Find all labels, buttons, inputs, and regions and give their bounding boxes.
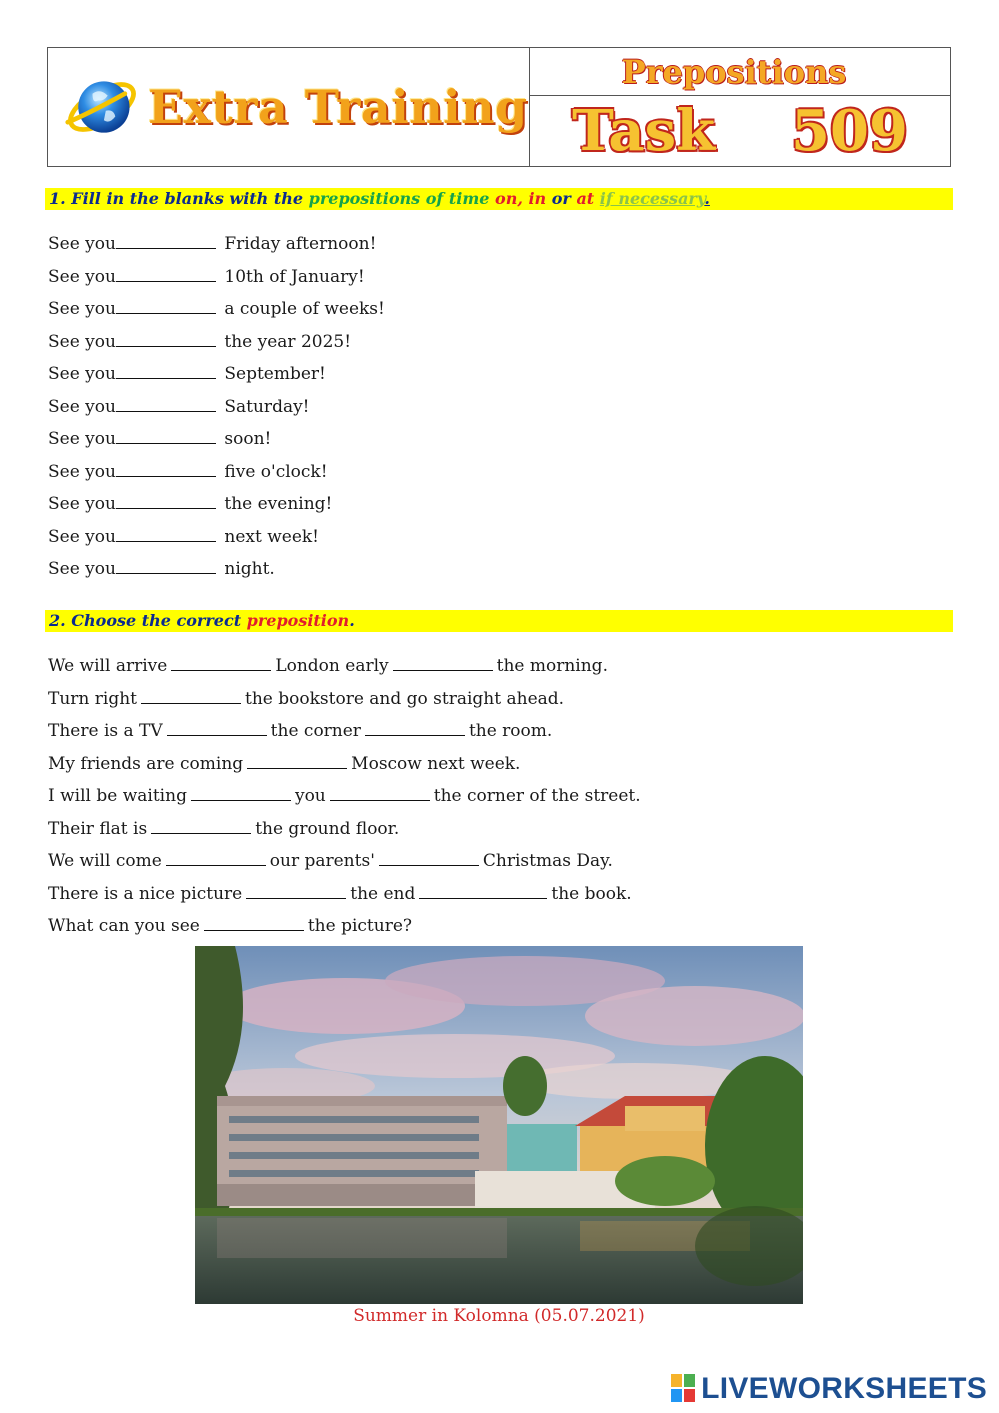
answer-blank[interactable] (116, 425, 216, 444)
task1-item: See you 10th of January! (48, 263, 385, 296)
task-label: Task (572, 98, 716, 164)
liveworksheets-logo[interactable] (671, 1372, 987, 1406)
answer-blank[interactable] (419, 880, 547, 899)
answer-blank[interactable] (116, 458, 216, 477)
answer-blank[interactable] (116, 393, 216, 412)
logo-text: LIVEWORKSHEETS (701, 1372, 987, 1405)
answer-blank[interactable] (116, 230, 216, 249)
answer-blank[interactable] (393, 652, 493, 671)
task2-item: There is a nice picture the end the book. (48, 880, 641, 913)
task2-instruction: 2. Choose the correct preposition. (45, 610, 953, 632)
task1-item: See you the year 2025! (48, 328, 385, 361)
answer-blank[interactable] (151, 815, 251, 834)
task1-item: See you Saturday! (48, 393, 385, 426)
task1-item: See you night. (48, 555, 385, 588)
answer-blank[interactable] (204, 912, 304, 931)
answer-blank[interactable] (116, 490, 216, 509)
task1-item: See you September! (48, 360, 385, 393)
task2-item: I will be waiting you the corner of the street. (48, 782, 641, 815)
task2-item: My friends are coming Moscow next week. (48, 750, 641, 783)
worksheet-header (47, 47, 951, 167)
answer-blank[interactable] (247, 750, 347, 769)
task2-item: We will arrive London early the morning. (48, 652, 641, 685)
task2-item: What can you see the picture? (48, 912, 641, 945)
task1-item: See you next week! (48, 523, 385, 556)
liveworksheets-icon (671, 1374, 697, 1404)
globe-icon (64, 69, 140, 145)
answer-blank[interactable] (171, 652, 271, 671)
answer-blank[interactable] (116, 328, 216, 347)
answer-blank[interactable] (167, 717, 267, 736)
answer-blank[interactable] (191, 782, 291, 801)
task2-item: Their flat is the ground floor. (48, 815, 641, 848)
task1-list (48, 230, 385, 588)
task1-item: See you five o'clock! (48, 458, 385, 491)
answer-blank[interactable] (116, 523, 216, 542)
answer-blank[interactable] (116, 555, 216, 574)
photo-caption: Summer in Kolomna (05.07.2021) (353, 1306, 645, 1326)
answer-blank[interactable] (116, 360, 216, 379)
answer-blank[interactable] (116, 263, 216, 282)
answer-blank[interactable] (116, 295, 216, 314)
task2-item: There is a TV the corner the room. (48, 717, 641, 750)
task-number: 509 (791, 98, 908, 164)
answer-blank[interactable] (166, 847, 266, 866)
task2-item: Turn right the bookstore and go straight ahead. (48, 685, 641, 718)
task2-list (48, 652, 641, 945)
task1-item: See you a couple of weeks! (48, 295, 385, 328)
answer-blank[interactable] (365, 717, 465, 736)
task2-item: We will come our parents' Christmas Day. (48, 847, 641, 880)
brand-title: Extra Training (148, 80, 528, 134)
brand-cell (48, 48, 530, 166)
answer-blank[interactable] (141, 685, 241, 704)
task1-item: See you soon! (48, 425, 385, 458)
answer-blank[interactable] (330, 782, 430, 801)
answer-blank[interactable] (379, 847, 479, 866)
answer-blank[interactable] (246, 880, 346, 899)
task1-instruction: 1. Fill in the blanks with the prepositions of time on, in or at if necessary. (45, 188, 953, 210)
task1-item: See you the evening! (48, 490, 385, 523)
subject-title: Prepositions (621, 52, 847, 91)
kolomna-photo (195, 946, 803, 1304)
task-cell (530, 48, 950, 166)
task1-item: See you Friday afternoon! (48, 230, 385, 263)
